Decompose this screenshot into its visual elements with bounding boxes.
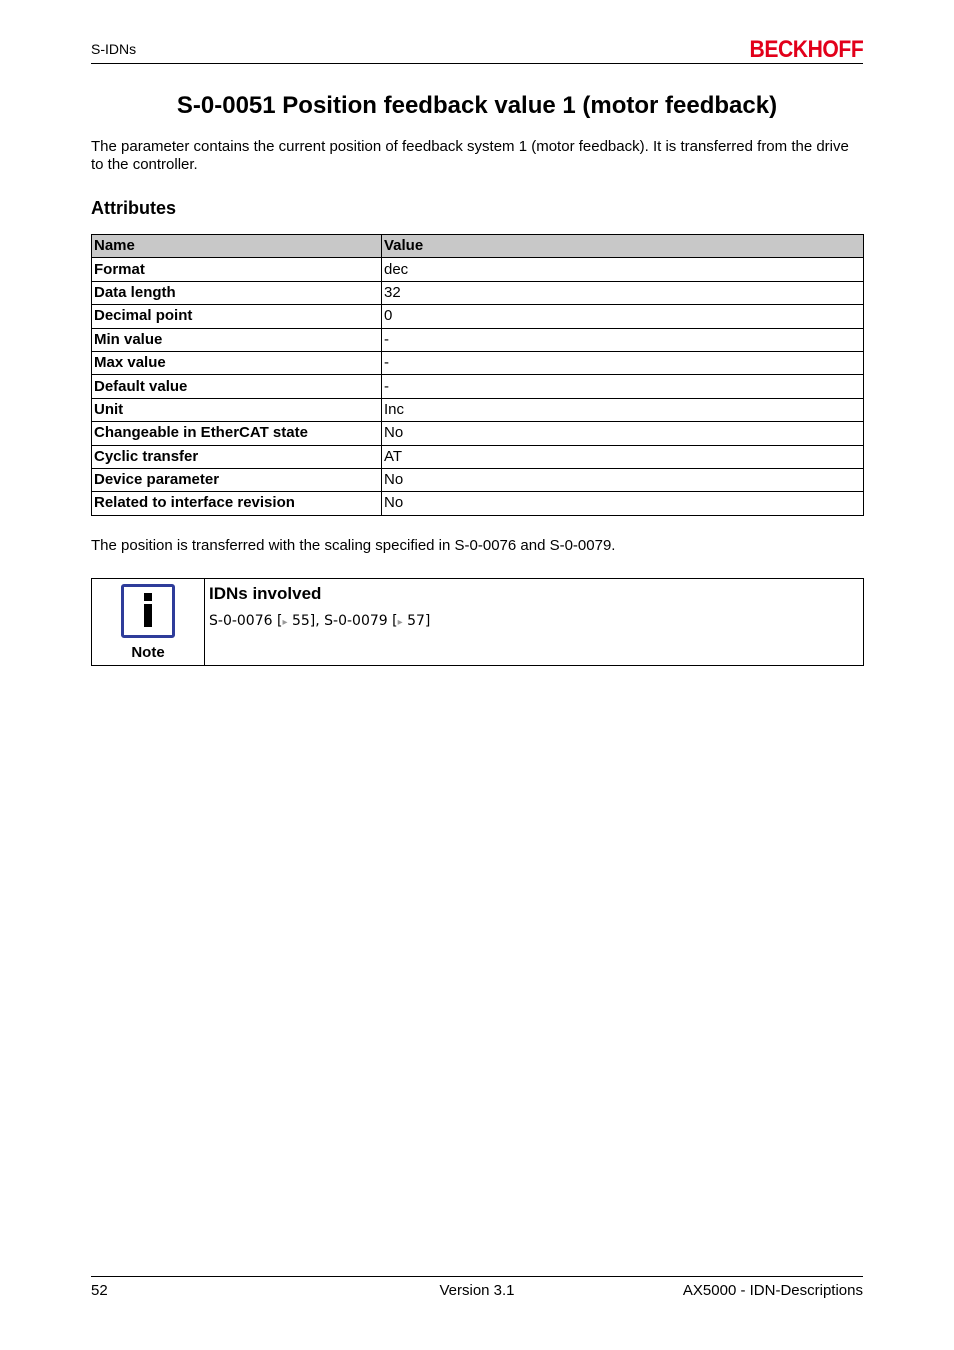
attribute-value: No: [382, 468, 864, 491]
attribute-name: Device parameter: [92, 468, 382, 491]
note-label: Note: [131, 644, 165, 661]
attribute-value: 0: [382, 305, 864, 328]
attribute-value: No: [382, 492, 864, 515]
table-row: [92, 258, 864, 281]
table-row: [92, 351, 864, 374]
attribute-name: Max value: [92, 351, 382, 374]
attribute-value: dec: [382, 258, 864, 281]
attribute-value: 32: [382, 281, 864, 304]
intro-paragraph: The parameter contains the current position of feedback system 1 (motor feedback). It is transferred from the drive to the controller.: [91, 138, 849, 173]
attributes-heading: Attributes: [91, 198, 176, 218]
column-header-value: Value: [382, 235, 864, 258]
reference-link-s-0-0076[interactable]: S-0-0076 [▸ 55]: [209, 613, 316, 629]
reference-link-s-0-0079[interactable]: S-0-0079 [▸ 57]: [324, 613, 431, 629]
attribute-name: Cyclic transfer: [92, 445, 382, 468]
section-label: S-IDNs: [91, 41, 137, 57]
document-version: Version 3.1: [439, 1282, 515, 1299]
link-arrow-icon: ▸: [282, 617, 288, 628]
table-row: [92, 445, 864, 468]
page-title: S-0-0051 Position feedback value 1 (motor feedback): [176, 92, 778, 119]
beckhoff-logo: BECKHOFF: [749, 36, 863, 63]
table-row: [92, 492, 864, 515]
link-arrow-icon: ▸: [397, 617, 403, 628]
page-number: 52: [91, 1282, 108, 1299]
table-header-row: [92, 235, 864, 258]
attribute-value: -: [382, 351, 864, 374]
table-row: [92, 468, 864, 491]
note-references: S-0-0076 [▸ 55], S-0-0079 [▸ 57]: [209, 613, 431, 629]
table-row: [92, 305, 864, 328]
table-row: [92, 328, 864, 351]
note-box: [91, 578, 864, 666]
attribute-value: No: [382, 422, 864, 445]
note-icon-cell: [92, 579, 205, 665]
note-title: IDNs involved: [209, 584, 322, 603]
table-row: [92, 422, 864, 445]
table-row: [92, 281, 864, 304]
attribute-name: Unit: [92, 398, 382, 421]
table-row: [92, 375, 864, 398]
attribute-name: Format: [92, 258, 382, 281]
attribute-name: Default value: [92, 375, 382, 398]
scaling-paragraph: The position is transferred with the scaling specified in S-0-0076 and S-0-0079.: [91, 537, 616, 554]
page-footer: [91, 1276, 863, 1299]
info-icon: [121, 584, 175, 638]
attribute-name: Related to interface revision: [92, 492, 382, 515]
document-title: AX5000 - IDN-Descriptions: [682, 1282, 863, 1299]
table-row: [92, 398, 864, 421]
attribute-value: -: [382, 375, 864, 398]
attribute-name: Min value: [92, 328, 382, 351]
column-header-name: Name: [92, 235, 382, 258]
attribute-value: Inc: [382, 398, 864, 421]
attribute-value: AT: [382, 445, 864, 468]
attributes-table: [91, 234, 864, 516]
page-header: [91, 36, 863, 64]
attribute-name: Changeable in EtherCAT state: [92, 422, 382, 445]
attribute-value: -: [382, 328, 864, 351]
attribute-name: Decimal point: [92, 305, 382, 328]
attribute-name: Data length: [92, 281, 382, 304]
